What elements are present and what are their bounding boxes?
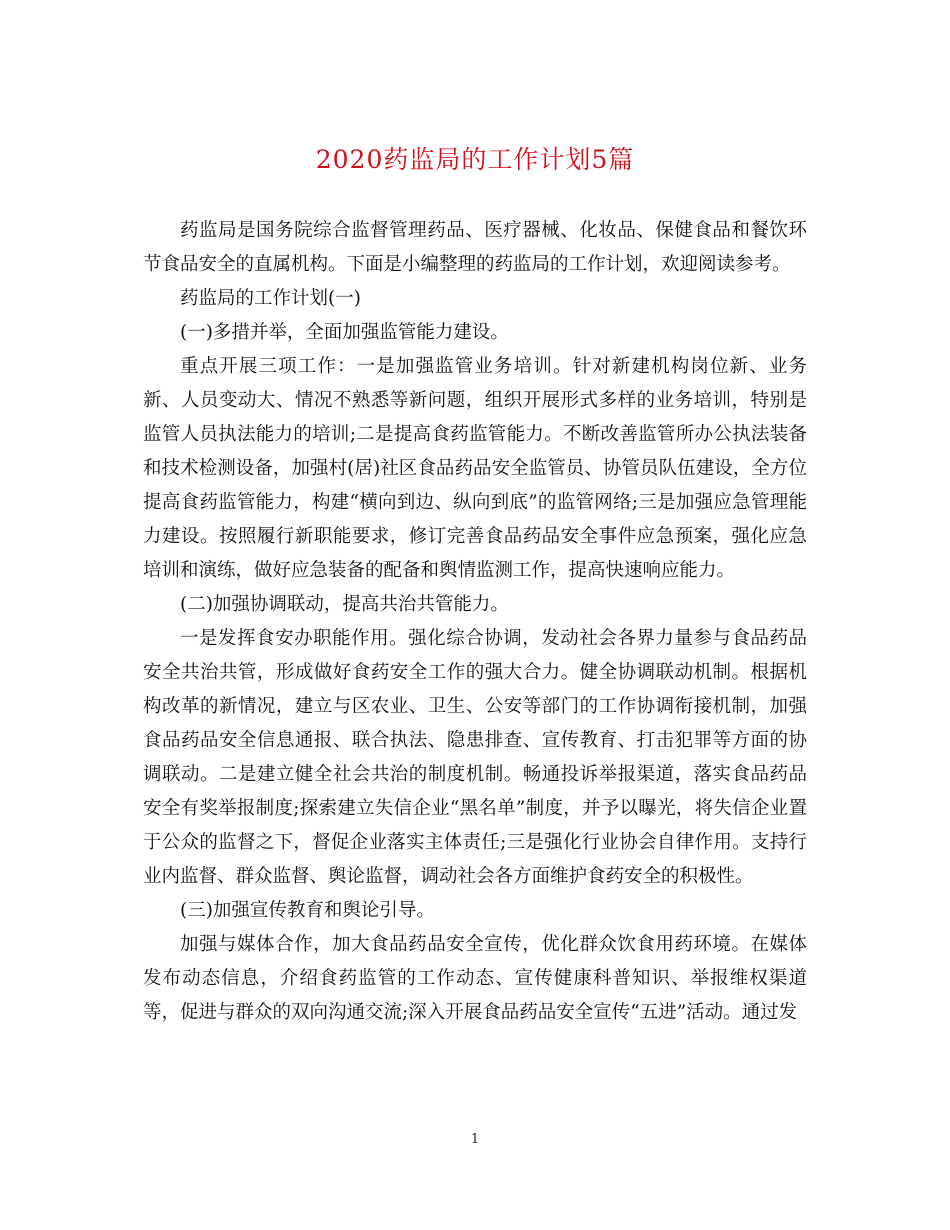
subheading-3: (三)加强宣传教育和舆论引导。 xyxy=(180,900,435,921)
paragraph-2: 一是发挥食安办职能作用。强化综合协调，发动社会各界力量参与食品药品安全共治共管，形成做好食药安全工作的强大合力。健全协调联动机制。根据机构改革的新情况，建立与区农业、卫生、公安等部门的工作协调衔接机制，加强食品药品安全信息通报、联合执法、隐患排查、宣传教育、打击犯罪等方面的协调联动。二是建立健全社会共治的制度机制。畅通投诉举报渠道，落实食品药品安全有奖举报制度;探索建立失信企业“黑名单”制度，并予以曝光，将失信企业置于公众的监督之下，督促企业落实主体责任;三是强化行业协会自律作用。支持行业内监督、群众监督、舆论监督，调动社会各方面维护食药安全的积极性。 xyxy=(143,628,807,887)
subheading-1: (一)多措并举，全面加强监管能力建设。 xyxy=(180,322,509,343)
subheading-2: (二)加强协调联动，提高共治共管能力。 xyxy=(180,594,509,615)
document-body xyxy=(143,214,807,1030)
paragraph-1: 重点开展三项工作：一是加强监管业务培训。针对新建机构岗位新、业务新、人员变动大、情况不熟悉等新问题，组织开展形式多样的业务培训，特别是监管人员执法能力的培训;二是提高食药监管能力。不断改善监管所办公执法装备和技术检测设备，加强村(居)社区食品药品安全监管员、协管员队伍建设，全方位提高食药监管能力，构建“横向到边、纵向到底”的监管网络;三是加强应急管理能力建设。按照履行新职能要求，修订完善食品药品安全事件应急预案，强化应急培训和演练，做好应急装备的配备和舆情监测工作，提高快速响应能力。 xyxy=(143,356,807,581)
document-title: 2020药监局的工作计划5篇 xyxy=(315,145,635,174)
paragraph-intro: 药监局是国务院综合监督管理药品、医疗器械、化妆品、保健食品和餐饮环节食品安全的直属机构。下面是小编整理的药监局的工作计划，欢迎阅读参考。 xyxy=(143,220,807,275)
page-number: 1 xyxy=(470,1132,480,1147)
section-heading-plan-1: 药监局的工作计划(一) xyxy=(180,288,361,309)
paragraph-3: 加强与媒体合作，加大食品药品安全宣传，优化群众饮食用药环境。在媒体发布动态信息，介绍食药监管的工作动态、宣传健康科普知识、举报维权渠道等，促进与群众的双向沟通交流;深入开展食品药品安全宣传“五进”活动。通过发 xyxy=(143,934,807,1023)
